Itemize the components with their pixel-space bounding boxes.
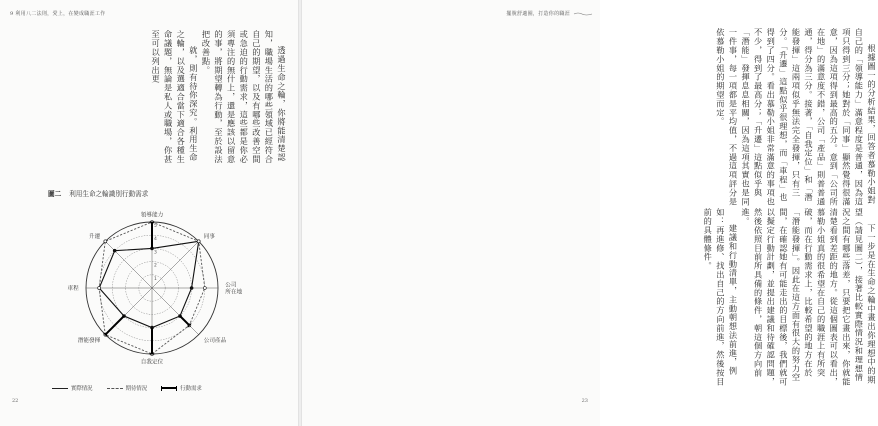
figure-title: 利用生命之輪識別行動需求 xyxy=(69,190,149,198)
legend-expected xyxy=(107,384,148,392)
action-need-3 xyxy=(180,316,189,325)
series-0-line xyxy=(99,241,199,327)
tick-label-1: 1 xyxy=(154,276,157,282)
left-paragraph-1: 透過生命之輪，你將能清楚認知，職場生活的哪些領域已經符合自己的期望，以及有哪些改善空間或急迫的行動需求，這些都是你必須專注的無什上，還是應該以留意的事，將期望轉為行動，至於設法把改善點。 xyxy=(201,30,287,164)
legend-expected-label: 期待情況 xyxy=(125,386,148,392)
spoke-1 xyxy=(152,241,199,288)
legend-actual-label: 實際情況 xyxy=(71,386,93,392)
tick-label-4: 4 xyxy=(154,237,157,243)
left-paragraph-2: 就，則有待你深究。利用生命之輪，以及選適合當下適合各種生命議題，無論是私人或職場，你甚至可以列出更 xyxy=(151,30,199,164)
action-need-5 xyxy=(105,316,124,335)
right-running-head: 擺脫舒適圈，打造你的職涯 xyxy=(506,11,570,17)
ornament-icon xyxy=(574,12,592,16)
radar-chart xyxy=(34,198,264,383)
right-page-number: 23 xyxy=(581,398,588,404)
axis-label-1-0: 同事 xyxy=(203,234,216,241)
right-body-text-upper xyxy=(620,28,878,208)
legend-expected-swatch xyxy=(107,388,123,389)
right-paragraph-3: 建議和行動清單，主動朝想法前進，例如：再進修、找出自己的方向前進，然後按目前的具體條件。 xyxy=(703,208,739,386)
axis-label-6-0: 車程 xyxy=(67,286,79,292)
axis-label-5-0: 潛能發揮 xyxy=(77,337,101,344)
right-body-text-lower xyxy=(620,208,878,388)
axis-label-0-0: 領導能力 xyxy=(140,212,164,219)
tick-label-5: 5 xyxy=(154,224,157,229)
figure-number: 圖二 xyxy=(48,190,62,198)
axis-label-2-0: 公司 xyxy=(225,282,237,289)
figure-caption xyxy=(48,188,148,198)
axis-label-3-0: 公司產品 xyxy=(203,337,227,344)
legend-actual-swatch xyxy=(52,388,68,389)
chart-legend xyxy=(52,384,202,392)
left-running-head: 9 利用八二法則，愛上，在變成職涯工作 xyxy=(10,11,106,17)
tick-label-3: 3 xyxy=(154,250,157,256)
spoke-3 xyxy=(152,288,199,335)
legend-actual xyxy=(52,384,93,392)
right-paragraph-1: 根據圖一的分析結果，回答者慕勒小姐對自己的「領導能力」滿意程度是普通，因為這項只得到三分；她對於「同事」顯然覺得很滿意，因為這項得到最高的五分。意到「公司所在地」的滿意度不錯，公司「產品」則普普通通，得分為三分。接著，「自我定位」和「潛能發揮」這兩項似乎無法完全發揮，只有三分。「升遷」這點似乎很理想，而「車程」也得到了四分。看出慕勒小姐非常滿意的事項也不少，得到了最高分；「升遷」這點似乎與「潛能」發揮息息相關，因為這項其實也是同一件事，每一項都是平均值，不過這項評分是依慕勒小姐的期望而定。 xyxy=(715,28,877,206)
axis-label-7-0: 升遷 xyxy=(88,234,101,241)
right-page xyxy=(302,0,877,426)
legend-action-swatch xyxy=(161,387,177,389)
series-0-point-2 xyxy=(190,287,193,290)
right-paragraph-2: 下一步是在生命之輪中畫出你理想中的期望（請見圖二），接著比較實際情況和理想情況之間有哪些落差，只要把它畫出來，你就能清楚看到差距的地方。從這個圖表可以看出，慕勒小姐真的很希望在自己的職涯上有所突破，而在行動需求上，比較希望的地方在於「潛能發揮」。因此在這方面有很大的努力空間，在確認她有可能走出的目標後，我們就可以擬定行動計劃，並提出建議和待確認問題，然後依照目前所具備的條件，朝這個方向前進。 xyxy=(741,208,877,386)
series-1-point-6 xyxy=(98,287,101,290)
legend-action xyxy=(161,384,202,392)
series-1-point-1 xyxy=(197,240,200,243)
tick-label-2: 2 xyxy=(154,263,157,269)
legend-action-label: 行動需求 xyxy=(180,386,202,392)
figure-life-wheel xyxy=(34,188,264,400)
series-1-point-2 xyxy=(203,287,206,290)
axis-label-2-1: 所在地 xyxy=(225,289,243,296)
series-1-point-7 xyxy=(104,240,107,243)
series-0-point-7 xyxy=(113,249,116,252)
left-body-text xyxy=(20,30,288,170)
left-page-number: 22 xyxy=(12,398,19,404)
left-page xyxy=(0,0,298,426)
axis-label-4-0: 自我定位 xyxy=(140,359,164,366)
